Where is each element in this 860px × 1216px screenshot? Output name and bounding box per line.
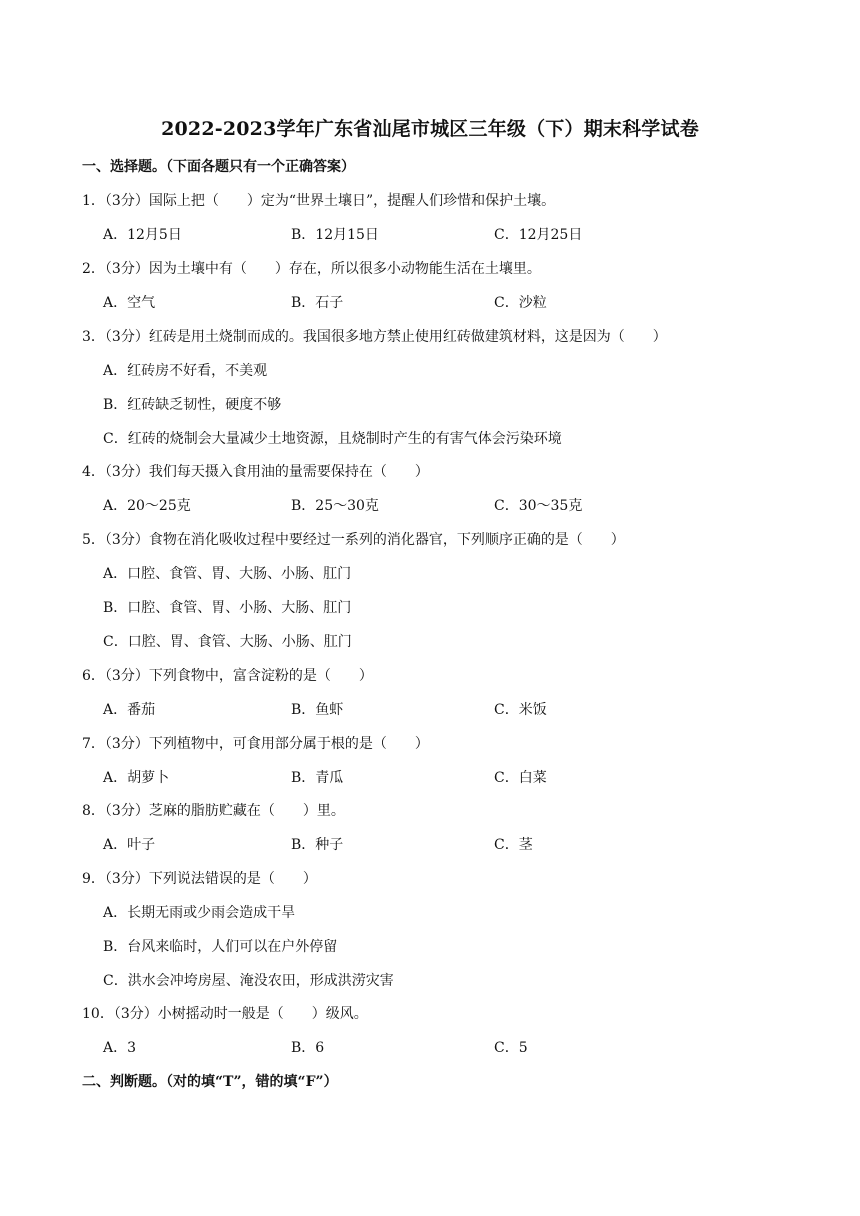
q3-option-b: B．红砖缺乏韧性，硬度不够 bbox=[103, 397, 282, 413]
q2-option-a: A．空气 bbox=[103, 295, 156, 311]
question-7: 7．（3分）下列植物中，可食用部分属于根的是（ ） bbox=[82, 736, 429, 752]
q6-option-c: C．米饭 bbox=[494, 702, 547, 718]
q5-option-b: B．口腔、食管、胃、小肠、大肠、肛门 bbox=[103, 600, 352, 616]
question-8: 8．（3分）芝麻的脂肪贮藏在（ ）里。 bbox=[82, 803, 345, 819]
q1-option-a: A．12月5日 bbox=[103, 227, 182, 243]
q1-option-c: C．12月25日 bbox=[494, 227, 583, 243]
q8-option-a: A．叶子 bbox=[103, 837, 156, 853]
question-10: 10．（3分）小树摇动时一般是（ ）级风。 bbox=[82, 1006, 368, 1022]
question-4: 4．（3分）我们每天摄入食用油的量需要保持在（ ） bbox=[82, 464, 429, 480]
question-3: 3．（3分）红砖是用土烧制而成的。我国很多地方禁止使用红砖做建筑材料，这是因为（ ） bbox=[82, 329, 667, 345]
q9-option-b: B．台风来临时，人们可以在户外停留 bbox=[103, 939, 338, 955]
q5-option-c: C．口腔、胃、食管、大肠、小肠、肛门 bbox=[103, 634, 352, 650]
q3-option-c: C．红砖的烧制会大量减少土地资源，且烧制时产生的有害气体会污染环境 bbox=[103, 431, 562, 447]
question-2: 2．（3分）因为土壤中有（ ）存在，所以很多小动物能生活在土壤里。 bbox=[82, 261, 541, 277]
question-5: 5．（3分）食物在消化吸收过程中要经过一系列的消化器官，下列顺序正确的是（ ） bbox=[82, 532, 625, 548]
q2-option-b: B．石子 bbox=[291, 295, 344, 311]
q6-option-a: A．番茄 bbox=[103, 702, 156, 718]
q6-option-b: B．鱼虾 bbox=[291, 702, 344, 718]
q8-option-b: B．种子 bbox=[291, 837, 344, 853]
q10-option-b: B．6 bbox=[291, 1040, 325, 1056]
question-9: 9．（3分）下列说法错误的是（ ） bbox=[82, 871, 317, 887]
q7-option-a: A．胡萝卜 bbox=[103, 770, 170, 786]
exam-title: 2022-2023学年广东省汕尾市城区三年级（下）期末科学试卷 bbox=[161, 118, 699, 140]
q7-option-b: B．青瓜 bbox=[291, 770, 344, 786]
q4-option-b: B．25～30克 bbox=[291, 498, 379, 514]
q4-option-a: A．20～25克 bbox=[103, 498, 191, 514]
q8-option-c: C．茎 bbox=[494, 837, 533, 853]
q7-option-c: C．白菜 bbox=[494, 770, 547, 786]
q4-option-c: C．30～35克 bbox=[494, 498, 583, 514]
q9-option-c: C．洪水会冲垮房屋、淹没农田，形成洪涝灾害 bbox=[103, 973, 394, 989]
section-heading-judgment: 二、判断题。（对的填“T”，错的填“F”） bbox=[82, 1074, 338, 1090]
q3-option-a: A．红砖房不好看，不美观 bbox=[103, 363, 268, 379]
question-6: 6．（3分）下列食物中，富含淀粉的是（ ） bbox=[82, 668, 373, 684]
q2-option-c: C．沙粒 bbox=[494, 295, 547, 311]
q10-option-c: C．5 bbox=[494, 1040, 528, 1056]
q9-option-a: A．长期无雨或少雨会造成干旱 bbox=[103, 905, 296, 921]
section-heading-choice: 一、选择题。（下面各题只有一个正确答案） bbox=[82, 159, 355, 175]
q5-option-a: A．口腔、食管、胃、大肠、小肠、肛门 bbox=[103, 566, 352, 582]
q10-option-a: A．3 bbox=[103, 1040, 137, 1056]
question-1: 1．（3分）国际上把（ ）定为“世界土壤日”，提醒人们珍惜和保护土壤。 bbox=[82, 193, 556, 209]
q1-option-b: B．12月15日 bbox=[291, 227, 379, 243]
